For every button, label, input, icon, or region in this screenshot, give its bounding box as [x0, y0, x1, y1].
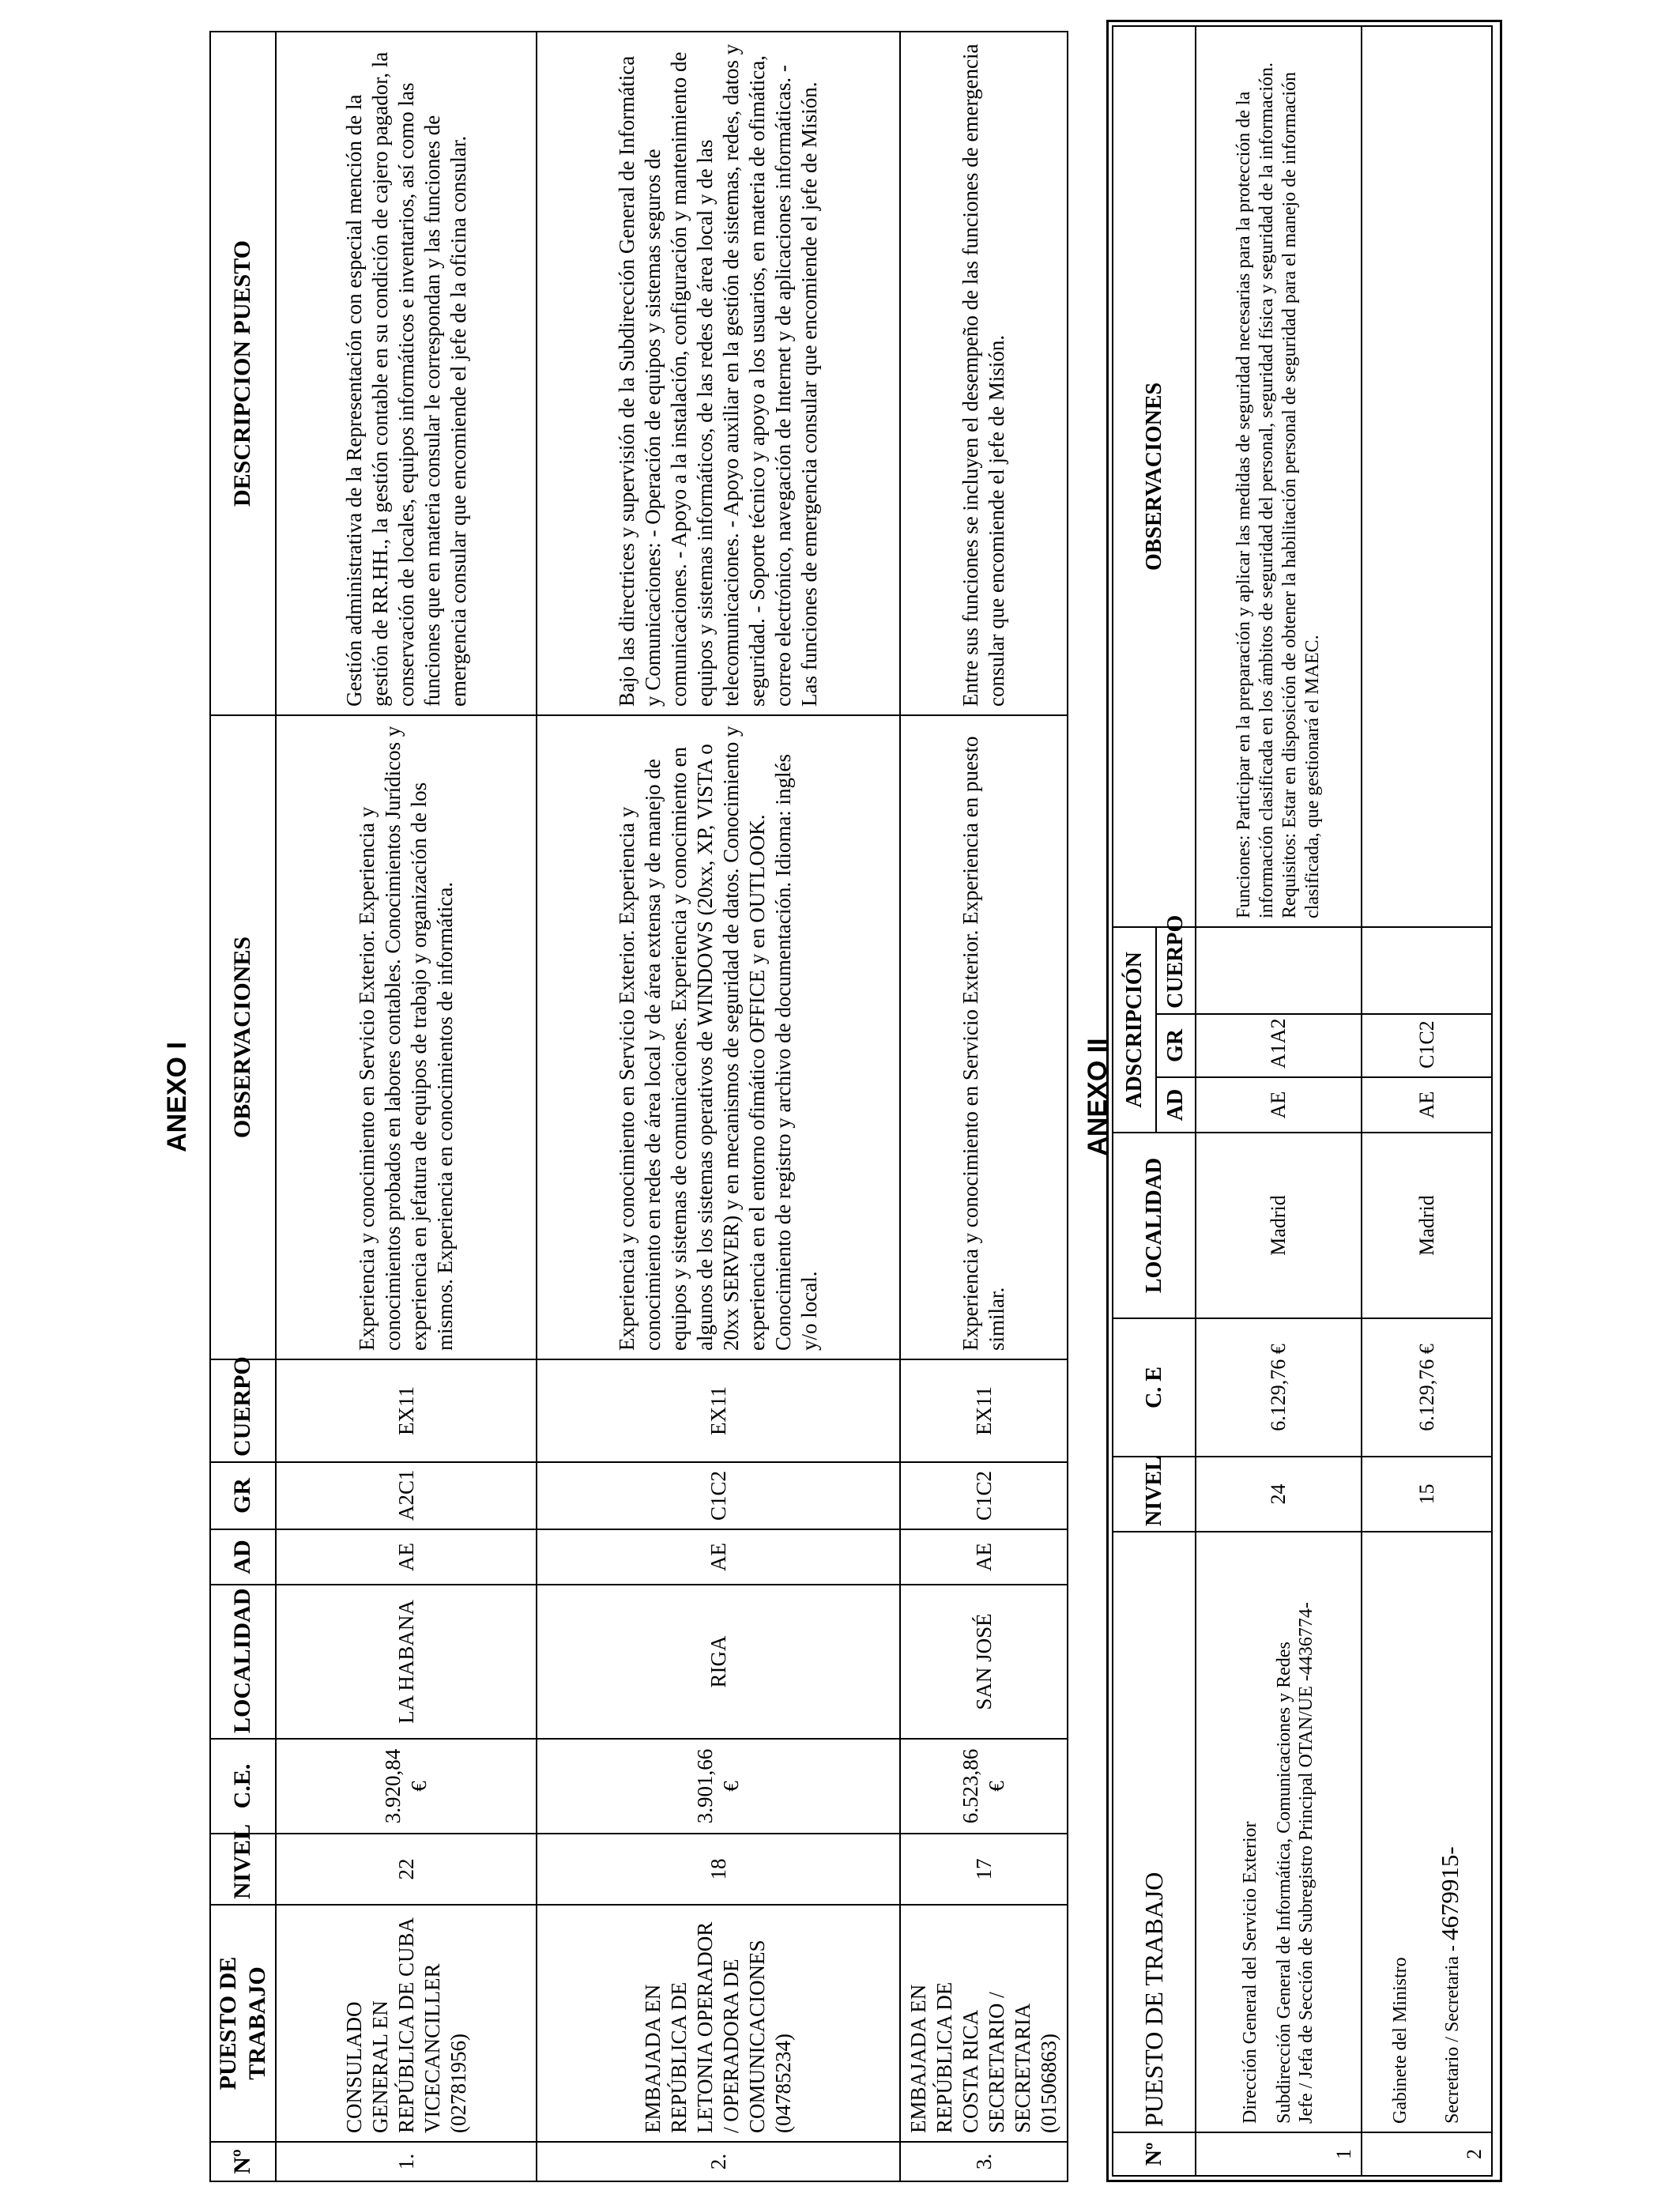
row-puesto: CONSULADO GENERAL EN REPÚBLICA DE CUBA VICECANCILLER (02781956) — [276, 1905, 537, 2142]
row-observaciones — [1362, 26, 1492, 927]
row-ce: 6.129,76 € — [1196, 1318, 1362, 1457]
col-cuerpo-header: CUERPO — [1156, 927, 1196, 1014]
col-puesto-header: PUESTO DE TRABAJO — [210, 1905, 276, 2142]
row-nivel: 18 — [537, 1834, 900, 1905]
row-code: 4679915- — [1436, 1846, 1464, 1941]
col-num-header: Nº — [210, 2142, 276, 2181]
col-adscripcion-header: ADSCRIPCIÓN — [1113, 927, 1156, 1133]
col-ad-header: AD — [1156, 1077, 1196, 1133]
annex2-header-row-1 — [1113, 26, 1156, 2176]
row-localidad: SAN JOSÉ — [900, 1585, 1068, 1739]
row-num: 3. — [900, 2142, 1068, 2181]
row-ad: AE — [537, 1529, 900, 1585]
col-nivel-header: NIVEL — [1113, 1457, 1196, 1532]
row-cuerpo: EX11 — [276, 1359, 537, 1462]
col-gr-header: GR — [1156, 1014, 1196, 1077]
table-row — [276, 32, 537, 2181]
col-ad-header: AD — [210, 1529, 276, 1585]
row-ce: 6.523,86 € — [900, 1739, 1068, 1834]
annex2-table — [1112, 25, 1493, 2177]
row-ad: AE — [900, 1529, 1068, 1585]
row-puesto: EMBAJADA EN REPÚBLICA DE COSTA RICA SECRETARIO / SECRETARIA (01506863) — [900, 1905, 1068, 2142]
table-row — [1362, 26, 1492, 2176]
row-gr: C1C2 — [1362, 1014, 1492, 1077]
col-nivel-header: NIVEL — [210, 1834, 276, 1905]
row-observaciones: Experiencia y conocimiento en Servicio Exterior. Experiencia y conocimiento en redes de área local y de área extensa y de manejo de equipos y sistemas de comunicaciones. Experiencia y conocimiento en algunos de los sistemas operativos de WINDOWS (20xx, XP, VISTA o 20xx SERVER) y en mecanismos de seguridad de datos. Conocimiento y experiencia en el entorno ofimático OFFICE y en OUTLOOK. Conocimiento de registro y archivo de documentación. Idioma: inglés y/o local. — [537, 715, 900, 1359]
row-observaciones: Experiencia y conocimiento en Servicio Exterior. Experiencia y conocimientos probados en labores contables. Conocimientos Jurídicos y experiencia en jefatura de equipos de trabajo y organización de los mismos. Experiencia en conocimientos de informática. — [276, 715, 537, 1359]
col-observaciones-header: OBSERVACIONES — [1113, 26, 1196, 927]
row-cuerpo: EX11 — [900, 1359, 1068, 1462]
col-cuerpo-header: CUERPO — [210, 1359, 276, 1462]
col-localidad-header: LOCALIDAD — [1113, 1133, 1196, 1318]
table-row — [900, 32, 1068, 2181]
col-localidad-header: LOCALIDAD — [210, 1585, 276, 1739]
unit-name: Dirección General del Servicio Exterior — [1239, 1821, 1260, 2124]
annex1-title: ANEXO I — [162, 1042, 192, 1152]
row-ad: AE — [276, 1529, 537, 1585]
col-observaciones-header: OBSERVACIONES — [210, 715, 276, 1359]
col-num-header: Nº — [1113, 2132, 1196, 2176]
table-row — [537, 32, 900, 2181]
row-ad: AE — [1196, 1077, 1362, 1133]
row-descripcion: Entre sus funciones se incluyen el desempeño de las funciones de emergencia consular que encomiende el jefe de Misión. — [900, 32, 1068, 715]
row-ce: 6.129,76 € — [1362, 1318, 1492, 1457]
row-num: 2 — [1362, 2132, 1492, 2176]
row-num: 1 — [1196, 2132, 1362, 2176]
row-nivel: 15 — [1362, 1457, 1492, 1532]
row-ce: 3.920,84 € — [276, 1739, 537, 1834]
row-localidad: LA HABANA — [276, 1585, 537, 1739]
row-observaciones: Funciones: Participar en la preparación y aplicar las medidas de seguridad necesarias para la protección de la información clasificada en los ámbitos de seguridad del personal, seguridad física y seguridad de la información. Requisitos: Estar en disposición de obtener la habilitación personal de seguridad para el manejo de información clasificada, que gestionará el MAEC. — [1196, 26, 1362, 927]
row-observaciones: Experiencia y conocimiento en Servicio Exterior. Experiencia en puesto similar. — [900, 715, 1068, 1359]
unit-name: Gabinete del Ministro — [1389, 1957, 1411, 2124]
row-descripcion: Gestión administrativa de la Representación con especial mención de la gestión de RR.HH., la gestión contable en su condición de cajero pagador, la conservación de locales, equipos informáticos e inventarios, así como las funciones que en materia consular le correspondan y las funciones de emergencia consular que encomiende el jefe de la oficina consular. — [276, 32, 537, 715]
row-puesto: Secretario / Secretaria - — [1442, 1945, 1463, 2124]
row-localidad: Madrid — [1196, 1133, 1362, 1318]
col-ce-header: C. E — [1113, 1318, 1196, 1457]
col-puesto-header: PUESTO DE TRABAJO — [1113, 1532, 1196, 2132]
row-localidad: Madrid — [1362, 1133, 1492, 1318]
row-gr: A1A2 — [1196, 1014, 1362, 1077]
row-gr: C1C2 — [900, 1462, 1068, 1529]
row-puesto: Jefe / Jefa de Sección de Subregistro Principal OTAN/UE -4436774- — [1296, 1602, 1317, 2124]
row-localidad: RIGA — [537, 1585, 900, 1739]
row-ce: 3.901,66 € — [537, 1739, 900, 1834]
row-gr: C1C2 — [537, 1462, 900, 1529]
row-nivel: 24 — [1196, 1457, 1362, 1532]
table-row — [1196, 26, 1362, 2176]
row-cuerpo — [1362, 927, 1492, 1014]
row-descripcion: Bajo las directrices y supervisión de la Subdirección General de Informática y Comunicaciones: - Operación de equipos y sistemas seguros de comunicaciones. - Apoyo a la instalación, configuración y mantenimiento de equipos y sistemas informáticos, de las redes de área local y de las telecomunicaciones. - Apoyo auxiliar en la gestión de sistemas, redes, datos y seguridad. - Soporte técnico y apoyo a los usuarios, en materia de ofimática, correo electrónico, navegación de Internet y de aplicaciones informáticas. - Las funciones de emergencia consular que encomiende el jefe de Misión. — [537, 32, 900, 715]
row-num: 2. — [537, 2142, 900, 2181]
row-cuerpo: EX11 — [537, 1359, 900, 1462]
col-gr-header: GR — [210, 1462, 276, 1529]
annex1-header-row — [210, 32, 276, 2181]
col-ce-header: C.E. — [210, 1739, 276, 1834]
row-gr: A2C1 — [276, 1462, 537, 1529]
annex1-table — [209, 31, 1068, 2182]
row-puesto-cell — [1196, 1532, 1362, 2132]
row-puesto: EMBAJADA EN REPÚBLICA DE LETONIA OPERADOR / OPERADORA DE COMUNICACIONES (04785234) — [537, 1905, 900, 2142]
col-descripcion-header: DESCRIPCION PUESTO — [210, 32, 276, 715]
row-nivel: 22 — [276, 1834, 537, 1905]
row-cuerpo — [1196, 927, 1362, 1014]
annex2-table-frame — [1106, 20, 1502, 2182]
row-num: 1. — [276, 2142, 537, 2181]
annex2-title: ANEXO II — [1083, 1038, 1113, 1156]
row-ad: AE — [1362, 1077, 1492, 1133]
subunit-name: Subdirección General de Informática, Comunicaciones y Redes — [1273, 1642, 1294, 2124]
row-puesto-cell — [1362, 1532, 1492, 2132]
row-nivel: 17 — [900, 1834, 1068, 1905]
